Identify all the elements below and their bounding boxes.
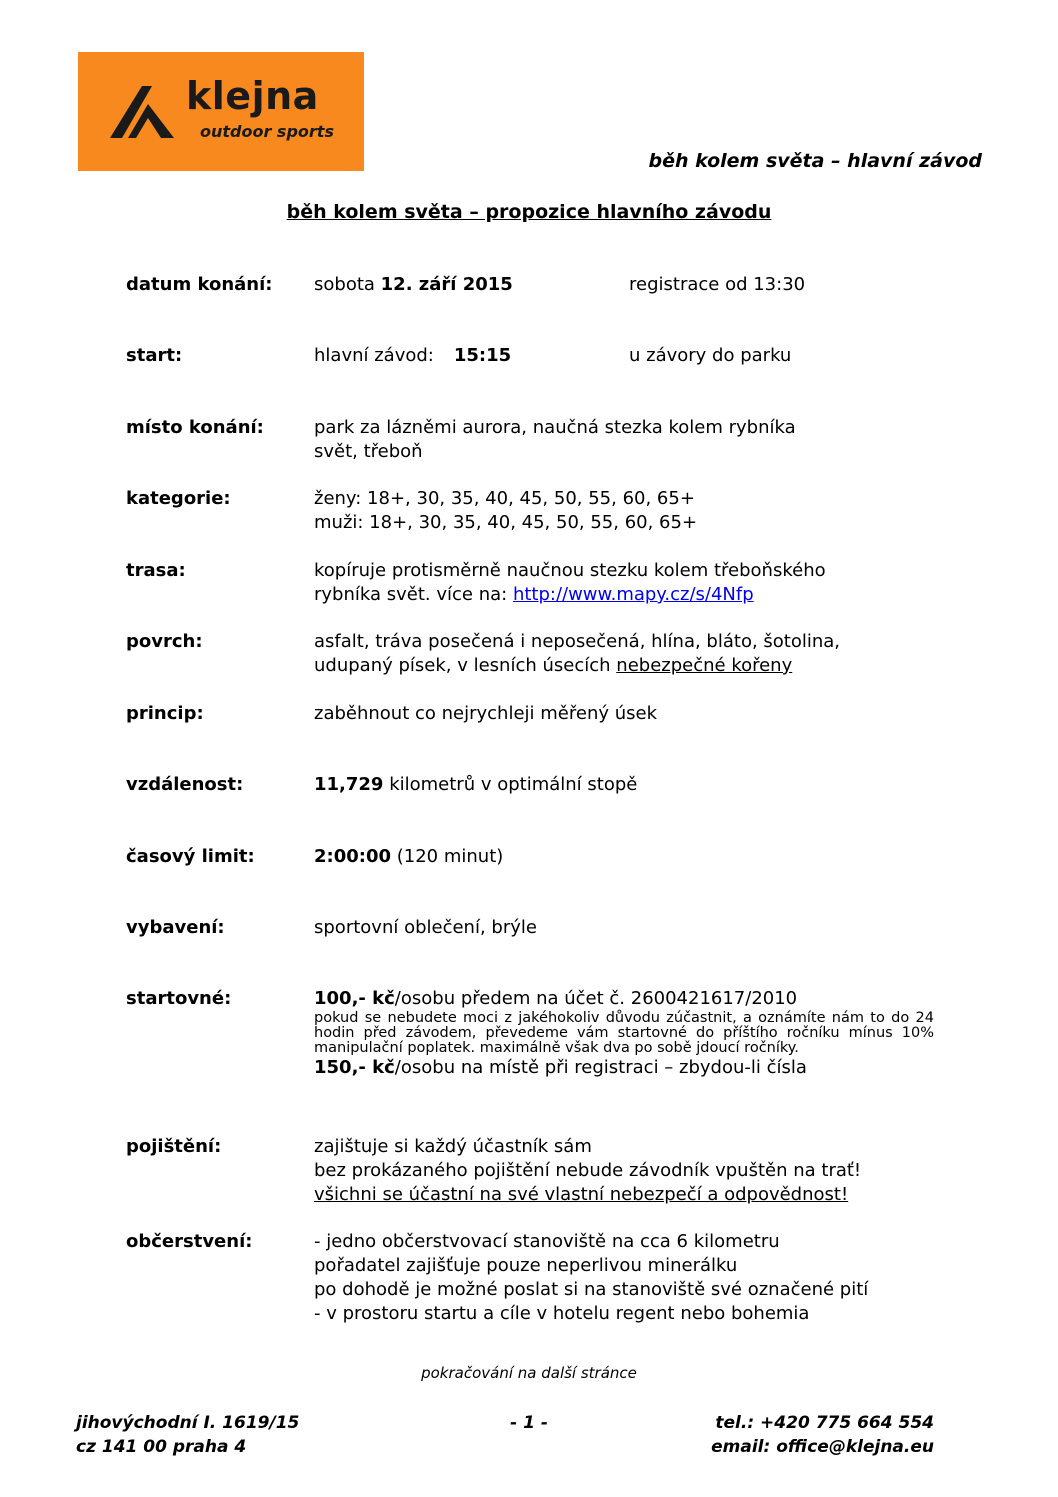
datum-date: 12. září 2015	[380, 274, 513, 295]
startovne-rest2: /osobu na místě při registraci – zbydou-li čísla	[394, 1057, 807, 1078]
map-link[interactable]: http://www.mapy.cz/s/4Nfp	[512, 584, 754, 605]
label-kategorie: kategorie:	[126, 488, 231, 509]
datum-prefix: sobota	[314, 274, 381, 295]
value-povrch	[314, 630, 934, 678]
value-princip: zaběhnout co nejrychleji měřený úsek	[314, 703, 658, 724]
misto-line2: svět, třeboň	[314, 441, 423, 462]
obcerstveni-line4: - v prostoru startu a cíle v hotelu regent nebo bohemia	[314, 1303, 810, 1324]
value-vybaveni: sportovní oblečení, brýle	[314, 917, 537, 938]
value-trasa	[314, 559, 934, 607]
startovne-line2	[314, 1056, 934, 1080]
povrch-line2-prefix: udupaný písek, v lesních úsecích	[314, 655, 617, 676]
start-prefix: hlavní závod:	[314, 345, 434, 366]
label-startovne: startovné:	[126, 988, 232, 1009]
footer-page-number: - 1 -	[510, 1413, 548, 1433]
obcerstveni-line1: - jedno občerstvovací stanoviště na cca 6 kilometru	[314, 1231, 780, 1252]
value-startovne	[314, 987, 934, 1080]
footer-address-line1: jihovýchodní I. 1619/15	[76, 1413, 300, 1433]
povrch-line1: asfalt, tráva posečená i neposečená, hlína, bláto, šotolina,	[314, 631, 841, 652]
misto-line1: park za lázněmi aurora, naučná stezka kolem rybníka	[314, 417, 796, 438]
label-pojisteni: pojištění:	[126, 1136, 222, 1157]
limit-time: 2:00:00	[314, 846, 392, 867]
vzdalenost-rest: kilometrů v optimální stopě	[383, 774, 638, 795]
label-limit: časový limit:	[126, 846, 255, 867]
obcerstveni-line2: pořadatel zajišťuje pouze neperlivou minerálku	[314, 1255, 738, 1276]
trasa-line2	[314, 583, 934, 607]
trasa-line1: kopíruje protisměrně naučnou stezku kolem třeboňského	[314, 560, 826, 581]
company-logo	[78, 52, 364, 171]
continue-note: pokračování na další stránce	[421, 1364, 637, 1382]
label-datum: datum konání:	[126, 274, 273, 295]
startovne-note: pokud se nebudete moci z jakéhokoliv důvodu zúčastnit, a oznámíte nám to do 24 hodin před závodem, převedeme vám startovné do příštího ročníku mínus 10% manipulační poplatek. maximálně však dva po sobě jdoucí ročníky.	[314, 1010, 934, 1056]
startovne-rest1: /osobu předem na účet č. 2600421617/2010	[394, 988, 798, 1009]
document-title: běh kolem světa – propozice hlavního závodu	[286, 201, 772, 223]
pojisteni-line3: všichni se účastní na své vlastní nebezpečí a odpovědnost!	[314, 1184, 849, 1205]
label-vybaveni: vybavení:	[126, 917, 225, 938]
start-location: u závory do parku	[629, 345, 792, 366]
povrch-warning: nebezpečné kořeny	[616, 655, 793, 676]
header-title: běh kolem světa – hlavní závod	[648, 150, 982, 172]
vzdalenost-number: 11,729	[314, 774, 384, 795]
label-trasa: trasa:	[126, 560, 186, 581]
footer-email[interactable]: email: office@klejna.eu	[711, 1437, 934, 1457]
label-obcerstveni: občerstvení:	[126, 1231, 253, 1252]
pojisteni-line2: bez prokázaného pojištění nebude závodník vpuštěn na trať!	[314, 1160, 862, 1181]
label-princip: princip:	[126, 703, 204, 724]
value-misto	[314, 416, 934, 464]
footer-contact	[711, 1411, 934, 1459]
kategorie-muzi: muži: 18+, 30, 35, 40, 45, 50, 55, 60, 65+	[314, 512, 698, 533]
value-pojisteni	[314, 1135, 934, 1207]
logo-name: klejna	[186, 74, 319, 118]
value-kategorie	[314, 487, 934, 535]
limit-rest: (120 minut)	[391, 846, 504, 867]
label-misto: místo konání:	[126, 417, 264, 438]
kategorie-zeny: ženy: 18+, 30, 35, 40, 45, 50, 55, 60, 65+	[314, 488, 695, 509]
value-limit	[314, 845, 934, 869]
label-start: start:	[126, 345, 183, 366]
footer-address-line2: cz 141 00 praha 4	[76, 1437, 247, 1457]
datum-registration: registrace od 13:30	[629, 274, 806, 295]
logo-tagline: outdoor sports	[200, 122, 334, 141]
value-obcerstveni	[314, 1230, 934, 1326]
startovne-price2: 150,- kč	[314, 1057, 395, 1078]
startovne-line1	[314, 987, 934, 1011]
label-vzdalenost: vzdálenost:	[126, 774, 244, 795]
startovne-price1: 100,- kč	[314, 988, 395, 1009]
pojisteni-line1: zajištuje si každý účastník sám	[314, 1136, 592, 1157]
obcerstveni-line3: po dohodě je možné poslat si na stanoviště své označené pití	[314, 1279, 869, 1300]
trasa-line2-prefix: rybníka svět. více na:	[314, 584, 513, 605]
footer-tel: tel.: +420 775 664 554	[715, 1413, 934, 1433]
label-povrch: povrch:	[126, 631, 203, 652]
povrch-line2	[314, 654, 934, 678]
mountain-logo-icon	[106, 80, 178, 142]
start-time: 15:15	[453, 345, 512, 366]
value-vzdalenost	[314, 773, 934, 797]
